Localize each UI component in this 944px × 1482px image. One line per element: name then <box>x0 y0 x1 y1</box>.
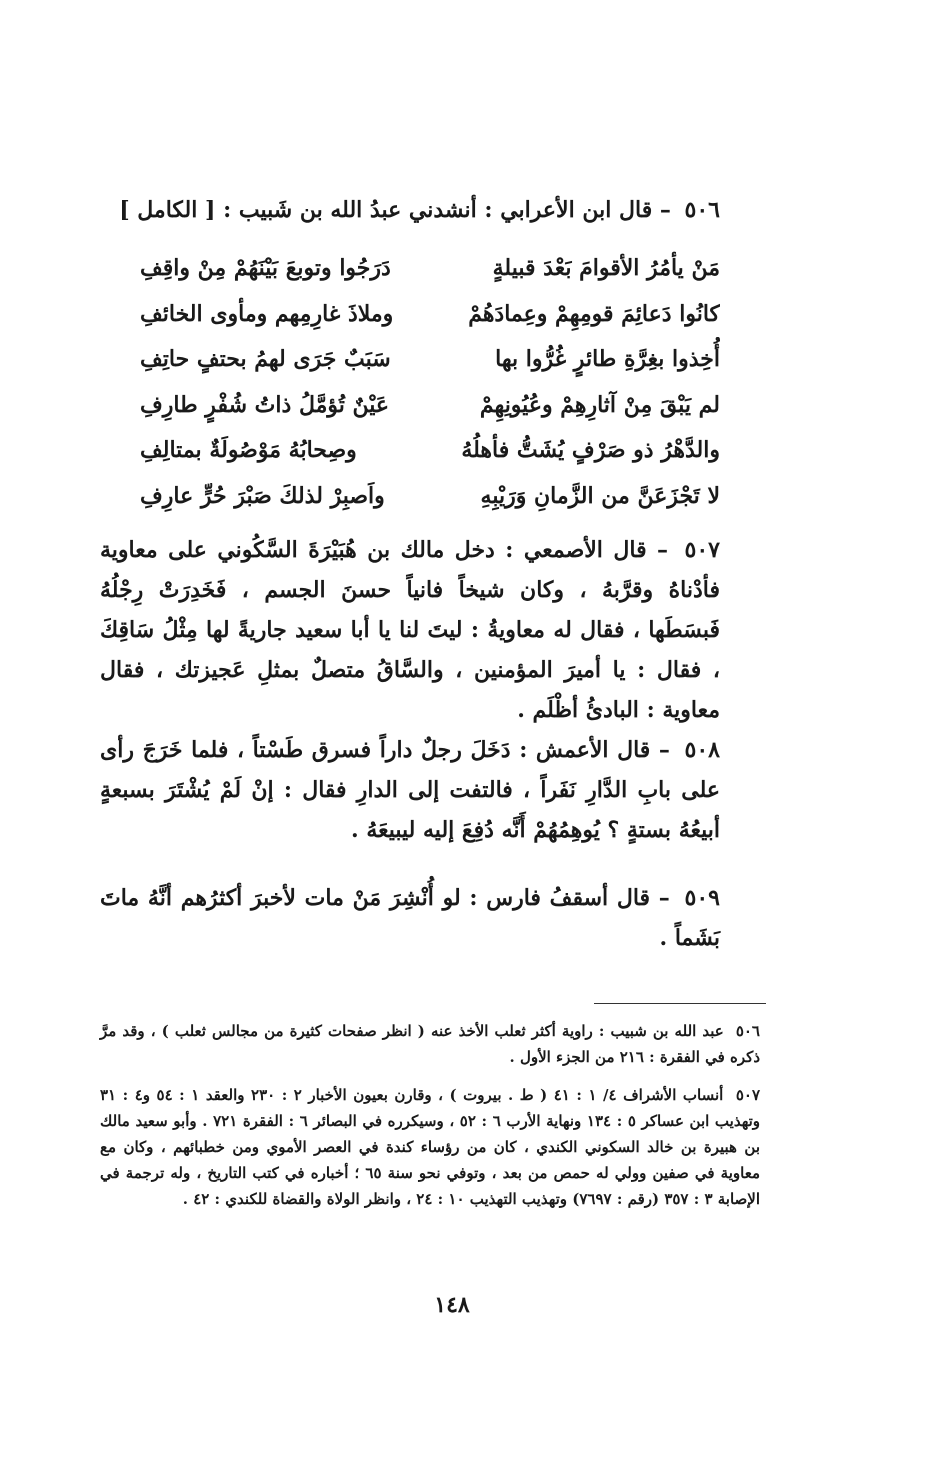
page-number: ١٤٨ <box>434 1292 470 1318</box>
verse-first-hemistich: مَنْ يأمُرُ الأقوامَ بَعْدَ قبيلةٍ <box>492 255 720 281</box>
poem-verse <box>140 246 720 292</box>
poem <box>140 246 720 519</box>
verse-second-hemistich: سَبَبٌ جَرَى لهمُ بحتفٍ حاتِفِ <box>140 346 391 372</box>
verse-first-hemistich: لم يَبْقَ مِنْ آثارِهِمْ وعُيُونِهِمْ <box>479 391 720 418</box>
entry-508 <box>100 730 720 850</box>
verse-first-hemistich: لا تَجْزَعَنَّ من الزَّمانِ وَرَيْبِهِ <box>480 482 720 509</box>
footnote-507 <box>100 1082 760 1212</box>
entry-number: ٥٠٦ <box>684 197 720 223</box>
entry-number: ٥٠٧ <box>684 537 720 563</box>
footnote-number: ٥٠٧ <box>735 1086 761 1104</box>
verse-first-hemistich: كانُوا دَعائِمَ قومِهِمْ وعِمادَهُمْ <box>468 300 720 327</box>
verse-second-hemistich: وصِحابُهُ مَوْصُولَةٌ بمتالِفِ <box>140 437 357 463</box>
entry-507 <box>100 530 720 730</box>
footnote-number: ٥٠٦ <box>735 1022 760 1040</box>
entry-text: – قال الأصمعي : دخل مالك بن هُبَيْرَةَ السَّكُوني على معاوية فأدْناهُ وقرَّبهُ ، وكان شيخاً فانياً حسنَ الجسم ، فَخَدِرَتْ رِجْلُهُ فَبسَطَها ، فقال له معاويةُ : ليتَ لنا يا أبا سعيد جاريةً لها مِثْلُ سَاقِكَ ، فقال : يا أميرَ المؤمنين ، والسَّاقُ متصلٌ بمثلِ عَجيزتك ، فقال معاوية : البادئُ أظْلَم . <box>100 537 720 723</box>
poem-verse <box>140 428 720 474</box>
entry-text: – قال أسقفُ فارس : لو أُنْشِرَ مَنْ مات لأخبرَ أكثرُهم أنَّهُ ماتَ بَشَماً . <box>100 885 720 951</box>
poem-verse <box>140 474 720 520</box>
footnote-text: أنساب الأشراف ٤/ ١ : ٤١ ( ط . بيروت ) ، وقارن بعيون الأخبار ٢ : ٢٣٠ والعقد ١ : ٥٤ و٤ : ٣١ وتهذيب ابن عساكر ٥ : ١٣٤ ونهاية الأرب ٦ : ٥٢ ، وسيكرره في البصائر ٦ : الفقرة ٧٢١ . وأبو سعيد مالك بن هبيرة بن خالد السكوني الكندي ، كان من رؤساء كندة في العصر الأموي ومن خطبائهم ، وكان مع معاوية في صفين وولي له حمص من بعد ، وتوفي نحو سنة ٦٥ ؛ أخباره في كتب التاريخ ، وله ترجمة في الإصابة ٣ : ٣٥٧ (رقم : ٧٦٩٧) وتهذيب التهذيب ١٠ : ٢٤ ، وانظر الولاة والقضاة للكندي : ٤٢ . <box>100 1086 761 1208</box>
verse-second-hemistich: وملاذَ غارِمِهم ومأوى الخائفِ <box>140 300 394 327</box>
footnote-text: عبد الله بن شبيب : راوية أكثر ثعلب الأخذ عنه ( انظر صفحات كثيرة من مجالس ثعلب ) ، وقد مرَّ ذكره في الفقرة : ٢١٦ من الجزء الأول . <box>100 1022 760 1066</box>
entry-number: ٥٠٩ <box>684 885 720 911</box>
poem-verse <box>140 292 720 338</box>
verse-second-hemistich: عَيْنٌ تُؤمَّلُ ذاتُ شُفْرٍ طارِفِ <box>140 391 390 418</box>
verse-second-hemistich: دَرَجُوا وتوبعَ بَيْنَهُمْ مِنْ واقِفِ <box>140 255 391 281</box>
poem-verse <box>140 383 720 429</box>
poem-verse <box>140 337 720 383</box>
footnote-separator <box>594 1003 766 1004</box>
verse-first-hemistich: أُخِذوا بغِرَّةِ طائرٍ غُرُّوا بها <box>495 346 720 372</box>
entry-text: – قال الأعمش : دَخَلَ رجلٌ داراً فسرق طَسْتاً ، فلما خَرَجَ رأى على بابِ الدَّارِ نَفَراً ، فالتفت إلى الدارِ فقال : إنْ لَمْ يُشْتَرَ بسبعةٍ أبيعُهُ بستةٍ ؟ يُوهِمُهُمْ أَنَّه دُفِعَ إليه ليبيعَهُ . <box>100 737 720 843</box>
entry-509 <box>100 878 720 958</box>
entry-number: ٥٠٨ <box>684 737 720 763</box>
footnote-506 <box>100 1018 760 1070</box>
verse-second-hemistich: واَصبِرْ لذلكَ صَبْرَ حُرٍّ عارِفِ <box>140 482 385 509</box>
entry-506 <box>100 190 720 230</box>
verse-first-hemistich: والدَّهْرُ ذو صَرْفٍ يُشَتُّ فأهلُهُ <box>461 437 720 463</box>
entry-text: – قال ابن الأعرابي : أنشدني عبدُ الله بن شَبيب : [ الكامل ] <box>119 197 671 223</box>
